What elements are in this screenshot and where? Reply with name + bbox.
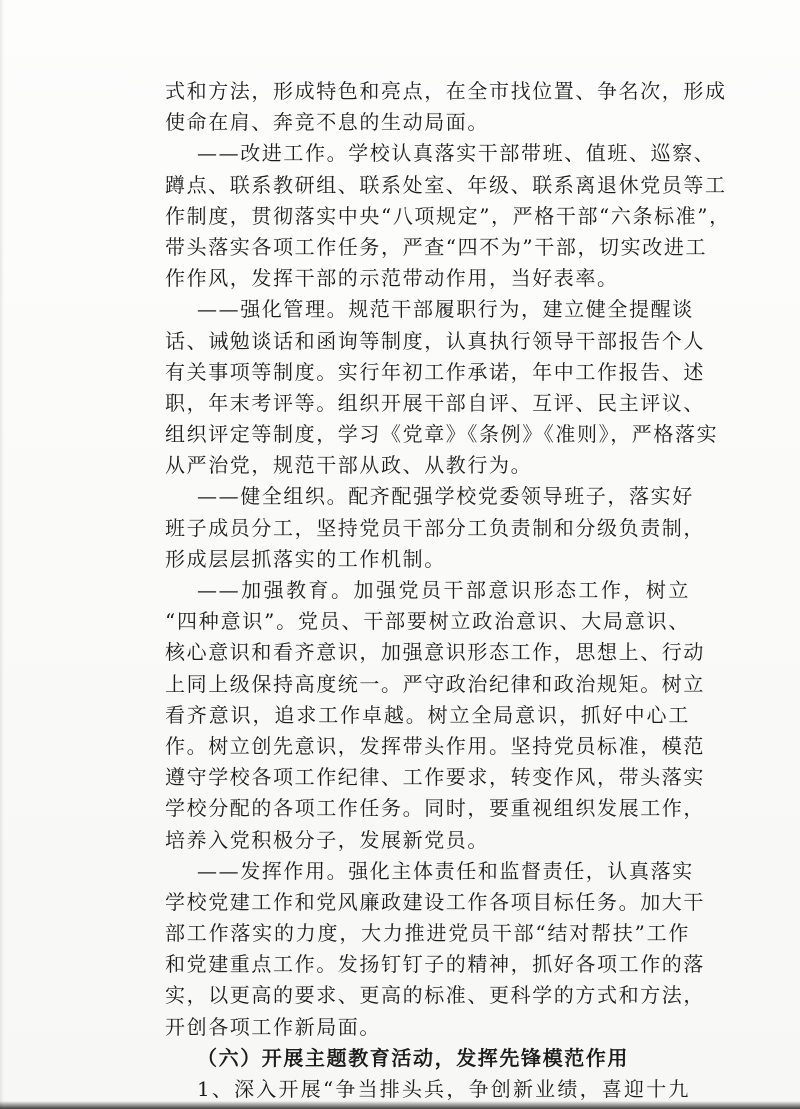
- text-line: 形成层层抓落实的工作机制。: [165, 546, 446, 571]
- text-line: 遵守学校各项工作纪律、工作要求，转变作风，带头落实: [165, 765, 705, 790]
- text-line: 有关事项等制度。实行年初工作承诺，年中工作报告、述: [165, 359, 705, 384]
- text-line: 开创各项工作新局面。: [165, 1014, 381, 1039]
- text-line: ——强化管理。规范干部履职行为，建立健全提醒谈: [197, 297, 694, 322]
- text-line: 核心意识和看齐意识，加强意识形态工作，思想上、行动: [165, 640, 705, 665]
- text-line: 使命在肩、奔竞不息的生动局面。: [165, 110, 489, 135]
- text-line: 1、深入开展“争当排头兵，争创新业绩，喜迎十九: [197, 1077, 690, 1101]
- text-line: 带头落实各项工作任务，严查“四不为”干部，切实改进工: [165, 234, 708, 259]
- text-line: ——改进工作。学校认真落实干部带班、值班、巡察、: [197, 141, 716, 166]
- text-line: ——健全组织。配齐配强学校党委领导班子，落实好: [197, 484, 694, 509]
- text-line: 话、诫勉谈话和函询等制度，认真执行领导干部报告个人: [165, 328, 705, 353]
- text-line: 蹲点、联系教研组、联系处室、年级、联系离退休党员等工: [165, 172, 727, 197]
- text-line: 看齐意识，追求工作卓越。树立全局意识，抓好中心工: [165, 702, 690, 727]
- scan-bottom-edge: [0, 1101, 800, 1109]
- text-line: “四种意识”。党员、干部要树立政治意识、大局意识、: [165, 609, 690, 634]
- text-line: 学校党建工作和党风廉政建设工作各项目标任务。加大干: [165, 889, 705, 914]
- text-line: ——发挥作用。强化主体责任和监督责任，认真落实: [197, 858, 694, 883]
- section-heading: （六）开展主题教育活动，发挥先锋模范作用: [197, 1045, 629, 1070]
- text-line: 职，年末考评等。组织开展干部自评、互评、民主评议、: [165, 390, 705, 415]
- text-line: 部工作落实的力度，大力推进党员干部“结对帮扶”工作: [165, 921, 690, 946]
- text-line: 组织评定等制度，学习《党章》《条例》《准则》，严格落实: [165, 422, 719, 447]
- text-line: 和党建重点工作。发扬钉钉子的精神，抓好各项工作的落: [165, 952, 705, 977]
- document-body: [165, 76, 731, 1105]
- text-line: 作制度，贯彻落实中央“八项规定”，严格干部“六条标准”，: [165, 203, 731, 228]
- text-line: 实，以更高的要求、更高的标准、更科学的方式和方法，: [165, 983, 705, 1008]
- text-line: ——加强教育。加强党员干部意识形态工作，树立: [197, 578, 690, 602]
- text-line: 上同上级保持高度统一。严守政治纪律和政治规矩。树立: [165, 671, 705, 696]
- text-line: 作。树立创先意识，发挥带头作用。坚持党员标准，模范: [165, 733, 705, 758]
- text-line: 班子成员分工，坚持党员干部分工负责制和分级负责制，: [165, 515, 705, 540]
- text-line: 式和方法，形成特色和亮点，在全市找位置、争名次，形成: [165, 79, 727, 103]
- text-line: 从严治党，规范干部从政、从教行为。: [165, 453, 533, 478]
- text-line: 培养入党积极分子，发展新党员。: [165, 827, 489, 852]
- text-line: 作作风，发挥干部的示范带动作用，当好表率。: [165, 266, 619, 291]
- scan-left-shadow: [0, 0, 4, 1109]
- text-line: 学校分配的各项工作任务。同时，要重视组织发展工作，: [165, 796, 705, 821]
